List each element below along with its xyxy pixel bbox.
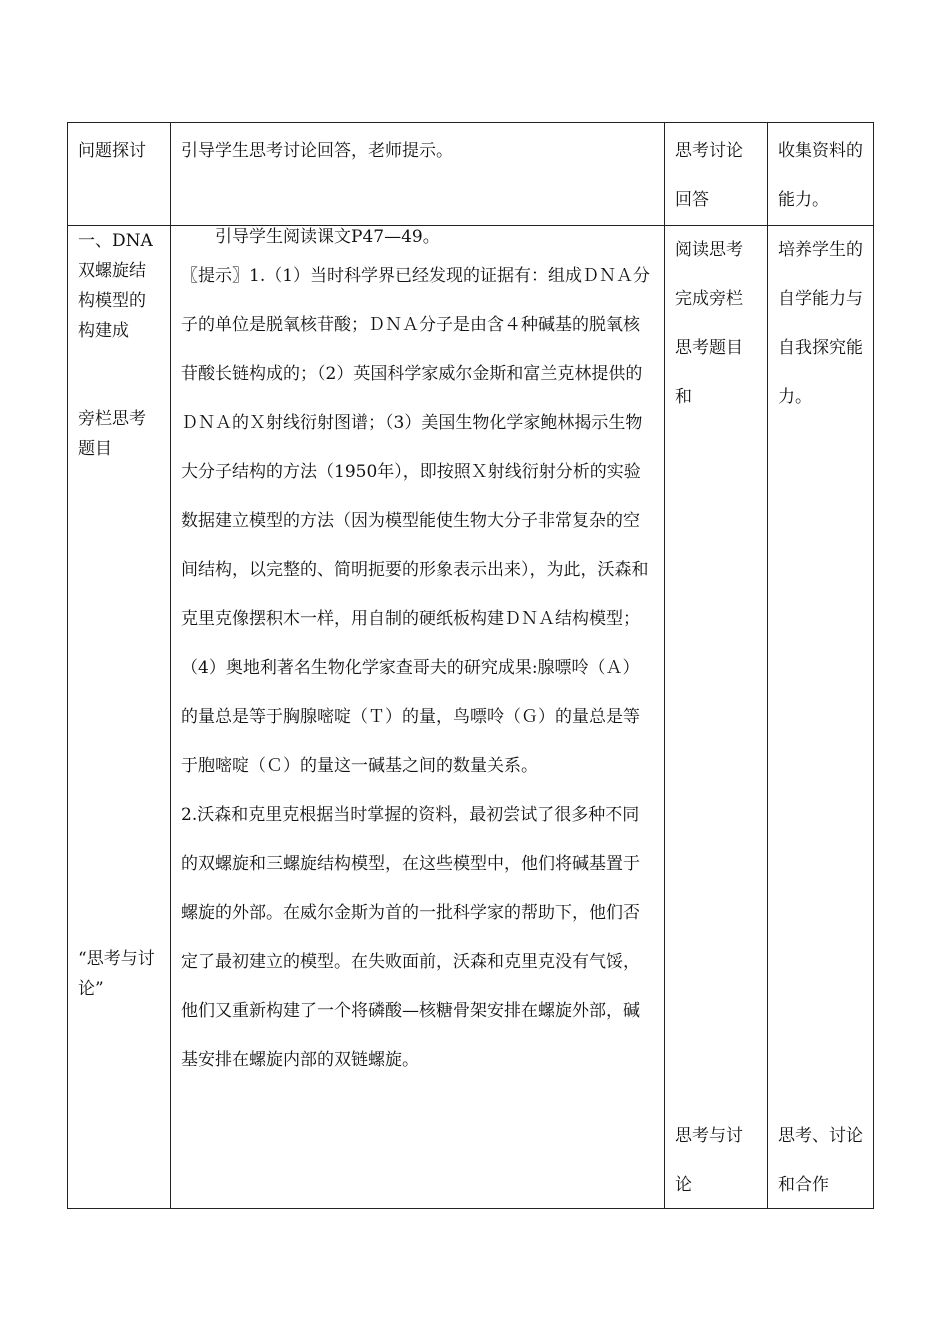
teacher-activity-cell [171,226,665,1209]
goal-top: 培养学生的自学能力与自我探究能力。 [778,240,863,407]
topic-cell: 问题探讨 [68,123,171,226]
point-2-paragraph: 2.沃森和克里克根据当时掌握的资料，最初尝试了很多种不同的双螺旋和三螺旋结构模型，在这些模型中，他们将碱基置于螺旋的外部。在威尔金斯为首的一批科学家的帮助下，他们否定了最初建立的模型。在失败面前，沃森和克里克没有气馁，他们又重新构建了一个将磷酸—核糖骨架安排在螺旋外部，碱基安排在螺旋内部的双链螺旋。 [181,805,640,1070]
discussion-label: “思考与讨论” [78,949,155,999]
teacher-activity-cell: 引导学生思考讨论回答，老师提示。 [171,123,665,226]
student-activity-top: 阅读思考完成旁栏思考题目和 [675,240,743,407]
sidebar-question-label: 旁栏思考题目 [78,409,146,459]
topic-cell [68,226,171,1209]
table-row [68,123,874,226]
student-activity-cell: 思考讨论回答 [665,123,768,226]
lesson-plan-table [67,122,874,1209]
hint-paragraph: 〖提示〗1.（1）当时科学界已经发现的证据有：组成ＤＮＡ分子的单位是脱氧核苷酸；ＤＮＡ分子是由含４种碱基的脱氧核苷酸长链构成的；（2）英国科学家威尔金斯和富兰克林提供的ＤＮＡ的Ｘ射线衍射图谱；（3）美国生物化学家鲍林揭示生物大分子结构的方法（1950年），即按照Ｘ射线衍射分析的实验数据建立模型的方法（因为模型能使生物大分子非常复杂的空间结构，以完整的、简明扼要的形象表示出来），为此，沃森和克里克像摆积木一样，用自制的硬纸板构建ＤＮＡ结构模型；（4）奥地利著名生物化学家查哥夫的研究成果:腺嘌呤（Ａ）的量总是等于胸腺嘧啶（Ｔ）的量，鸟嘌呤（Ｇ）的量总是等于胞嘧啶（Ｃ）的量这一碱基之间的数量关系。 [181,266,651,776]
section-title: 一、DNA双螺旋结构模型的构建成 [78,231,153,341]
reading-intro: 引导学生阅读课文P47—49。 [215,227,440,247]
student-activity-bottom: 思考与讨论 [675,1126,743,1195]
table-row [68,226,874,1209]
goal-cell: 收集资料的能力。 [768,123,874,226]
goal-cell [768,226,874,1209]
goal-bottom: 思考、讨论和合作 [778,1126,863,1195]
student-activity-cell [665,226,768,1209]
